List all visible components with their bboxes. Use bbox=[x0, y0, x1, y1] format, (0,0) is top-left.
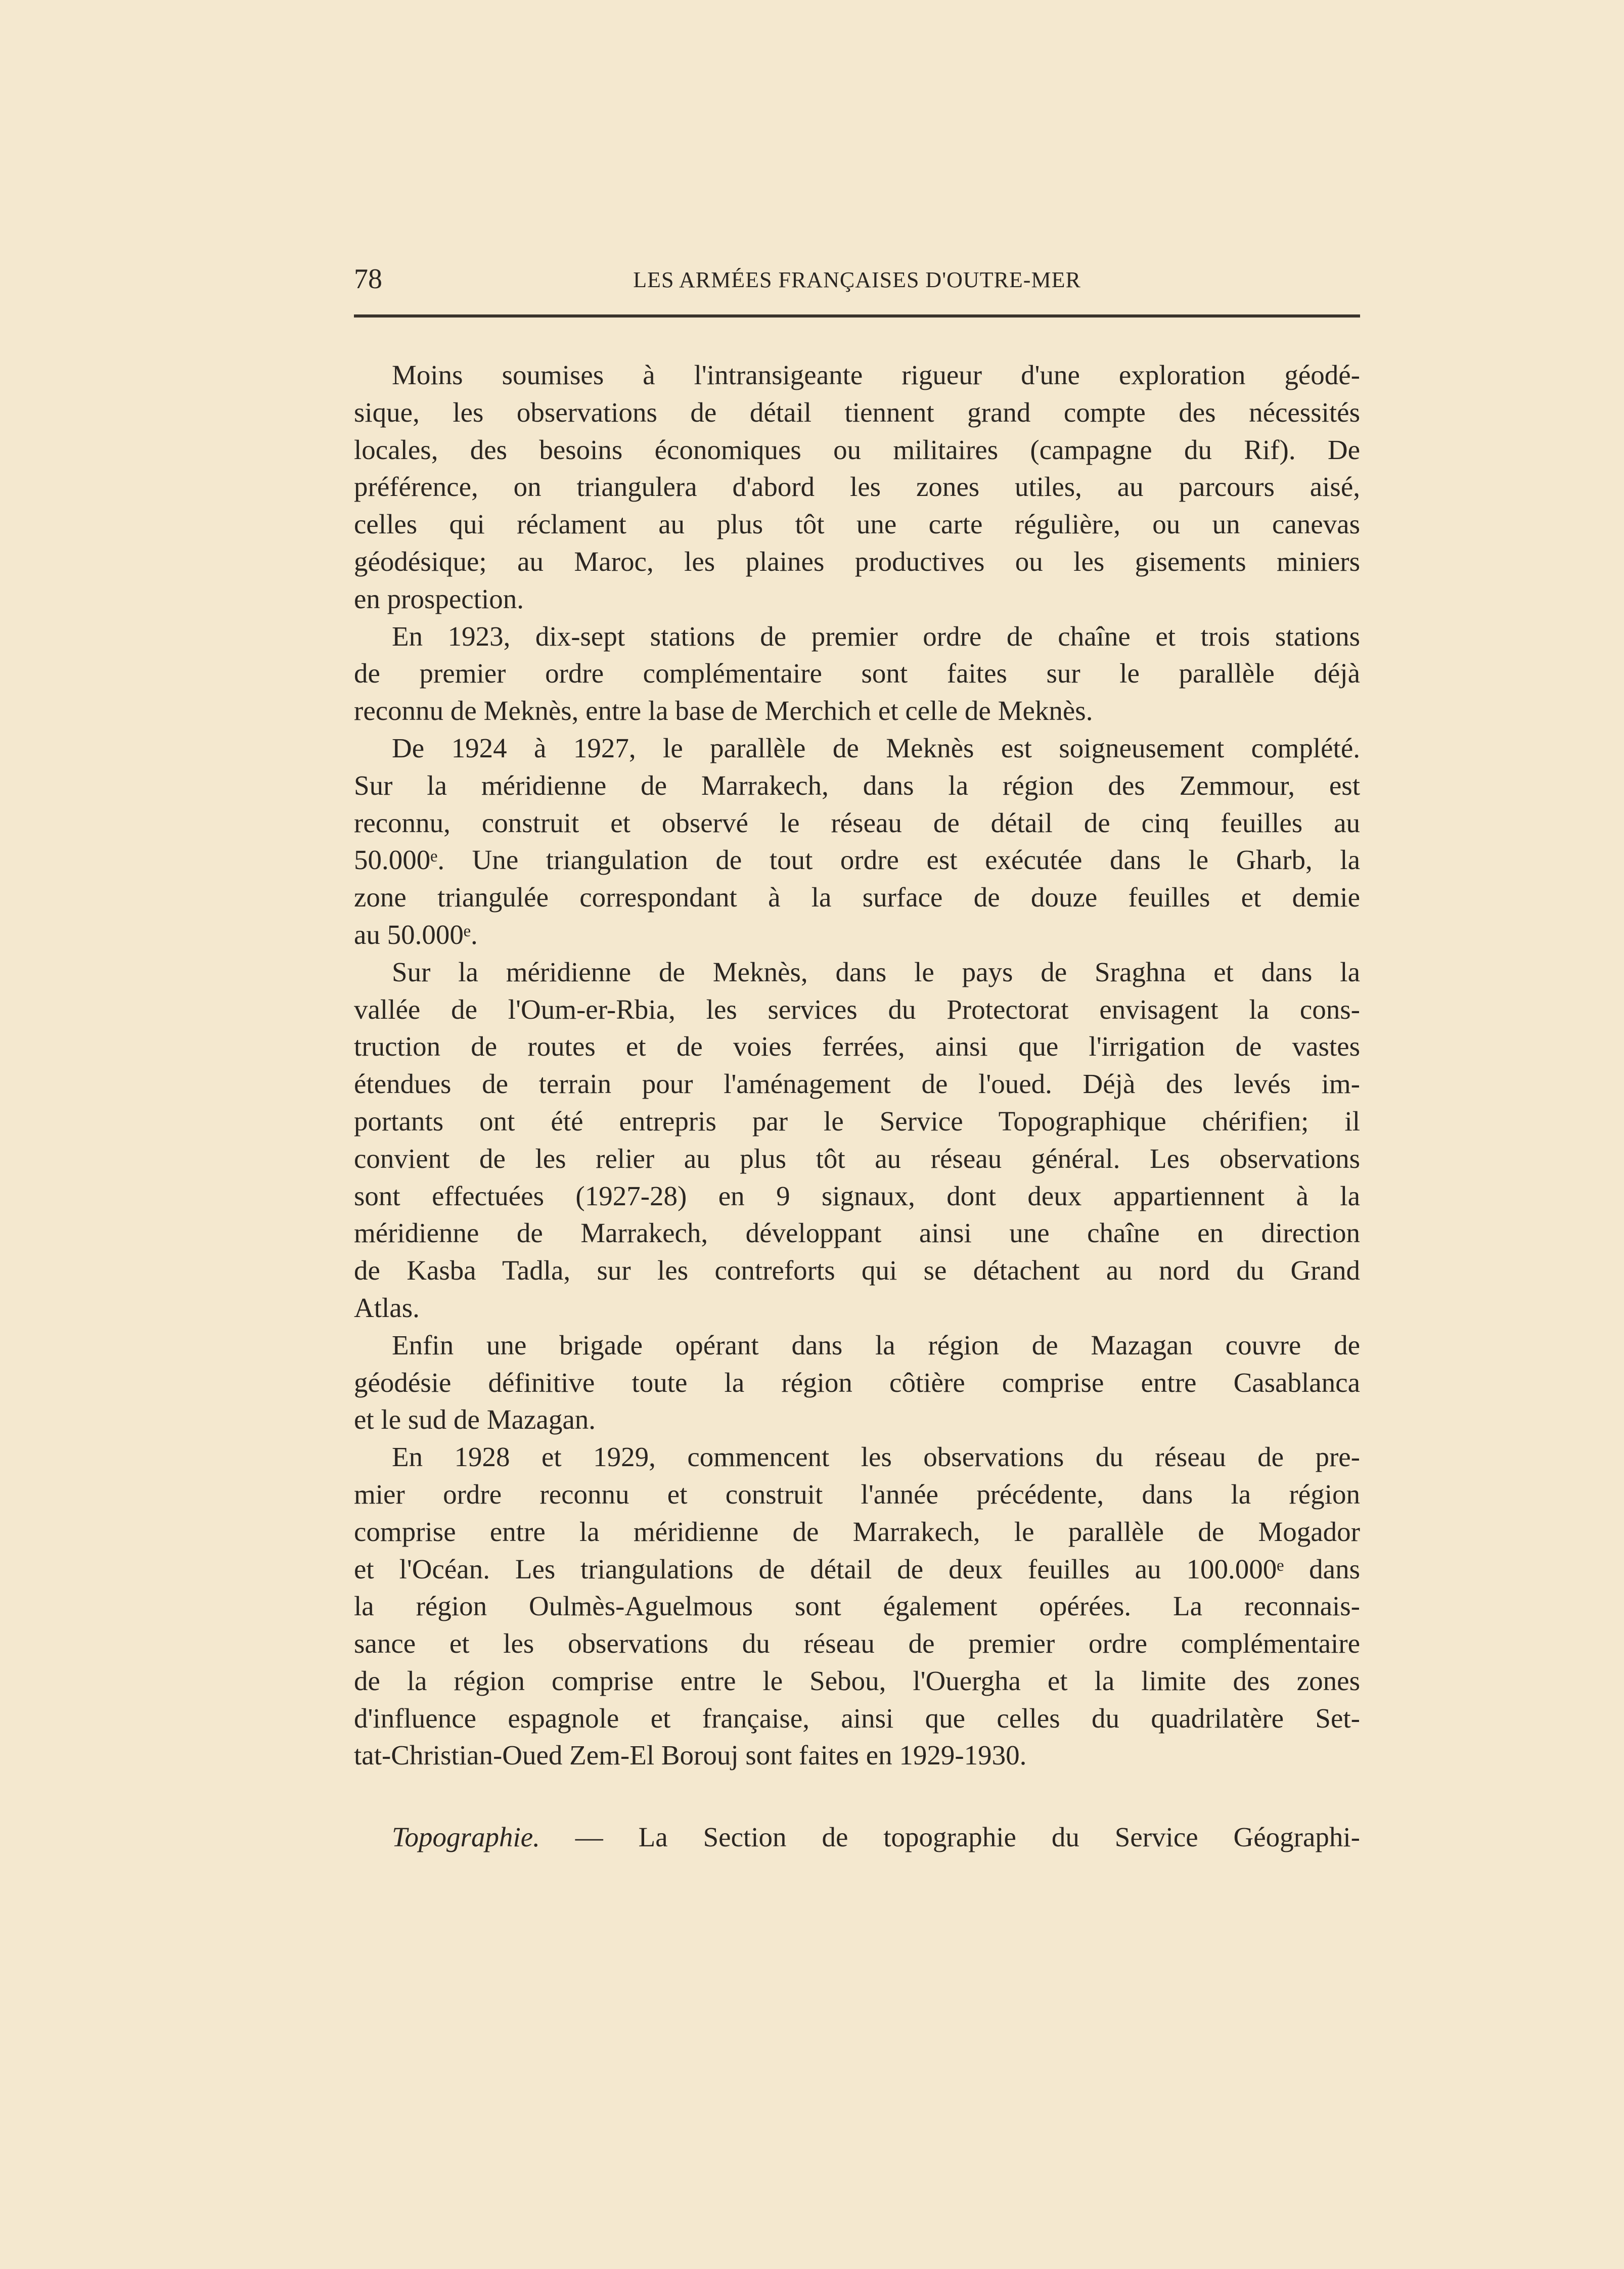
text-line: sont effectuées (1927-28) en 9 signaux, dont deux appartiennent à la bbox=[354, 1180, 1360, 1211]
text-line: la région Oulmès-Aguelmous sont également opérées. La reconnais- bbox=[354, 1591, 1360, 1622]
text-line: géodésie définitive toute la région côtière comprise entre Casablanca bbox=[354, 1367, 1360, 1398]
text-line: étendues de terrain pour l'aménagement de l'oued. Déjà des levés im- bbox=[354, 1068, 1360, 1100]
paragraph bbox=[354, 356, 1360, 618]
text-line: Sur la méridienne de Meknès, dans le pays de Sraghna et dans la bbox=[392, 956, 1360, 987]
text-line: méridienne de Marrakech, développant ainsi une chaîne en direction bbox=[354, 1217, 1360, 1249]
text-line: 50.000ᵉ. Une triangulation de tout ordre est exécutée dans le Gharb, la bbox=[354, 844, 1360, 876]
section-topographie-line bbox=[354, 1819, 1360, 1856]
header-rule bbox=[354, 314, 1360, 317]
text-line: portants ont été entrepris par le Service Topographique chérifien; il bbox=[354, 1105, 1360, 1137]
text-line: tat-Christian-Oued Zem-El Borouj sont faites en 1929-1930. bbox=[354, 1740, 1027, 1771]
text-line: vallée de l'Oum-er-Rbia, les services du Protectorat envisagent la cons- bbox=[354, 993, 1360, 1025]
paragraph bbox=[354, 730, 1360, 954]
text-line: truction de routes et de voies ferrées, ainsi que l'irrigation de vastes bbox=[354, 1031, 1360, 1062]
paragraph bbox=[354, 1438, 1360, 1774]
text-line: sance et les observations du réseau de premier ordre complémentaire bbox=[354, 1628, 1360, 1659]
body-text bbox=[354, 356, 1360, 1774]
text-line: Enfin une brigade opérant dans la région de Mazagan couvre de bbox=[392, 1329, 1360, 1360]
page-number: 78 bbox=[354, 263, 382, 295]
text-line: en prospection. bbox=[354, 583, 524, 614]
text-line: reconnu, construit et observé le réseau de détail de cinq feuilles au bbox=[354, 807, 1360, 838]
text-line: préférence, on triangulera d'abord les zones utiles, au parcours aisé, bbox=[354, 471, 1360, 503]
text-line: de Kasba Tadla, sur les contreforts qui se détachent au nord du Grand bbox=[354, 1255, 1360, 1286]
text-line: En 1923, dix-sept stations de premier ordre de chaîne et trois stations bbox=[392, 620, 1360, 652]
section-heading: Topographie. bbox=[392, 1822, 540, 1852]
text-line: d'influence espagnole et française, ainsi que celles du quadrilatère Set- bbox=[354, 1702, 1360, 1734]
paragraph bbox=[354, 954, 1360, 1327]
text-line: convient de les relier au plus tôt au réseau général. Les observations bbox=[354, 1143, 1360, 1174]
text-line: celles qui réclament au plus tôt une carte régulière, ou un canevas bbox=[354, 509, 1360, 540]
paragraph bbox=[354, 618, 1360, 730]
text-line: géodésique; au Maroc, les plaines productives ou les gisements miniers bbox=[354, 546, 1360, 577]
text-line: et l'Océan. Les triangulations de détail de deux feuilles au 100.000ᵉ dans bbox=[354, 1553, 1360, 1584]
text-line: reconnu de Meknès, entre la base de Merchich et celle de Meknès. bbox=[354, 695, 1093, 727]
text-line: sique, les observations de détail tiennent grand compte des nécessités bbox=[354, 396, 1360, 428]
text-line: comprise entre la méridienne de Marrakech, le parallèle de Mogador bbox=[354, 1516, 1360, 1547]
text-line: mier ordre reconnu et construit l'année précédente, dans la région bbox=[354, 1478, 1360, 1510]
text-line: et le sud de Mazagan. bbox=[354, 1404, 596, 1435]
paragraph bbox=[354, 1327, 1360, 1438]
running-title: LES ARMÉES FRANÇAISES D'OUTRE-MER bbox=[633, 267, 1081, 292]
text-line: Sur la méridienne de Marrakech, dans la région des Zemmour, est bbox=[354, 769, 1360, 801]
text-line: de premier ordre complémentaire sont faites sur le parallèle déjà bbox=[354, 658, 1360, 689]
text-line: au 50.000ᵉ. bbox=[354, 919, 478, 950]
text-line: de la région comprise entre le Sebou, l'Ouergha et la limite des zones bbox=[354, 1665, 1360, 1696]
text-line: locales, des besoins économiques ou militaires (campagne du Rif). De bbox=[354, 434, 1360, 465]
text-line: Moins soumises à l'intransigeante rigueur d'une exploration géodé- bbox=[392, 359, 1360, 390]
text-line: De 1924 à 1927, le parallèle de Meknès est soigneusement complété. bbox=[392, 732, 1360, 763]
section-text: — La Section de topographie du Service Géographi- bbox=[539, 1822, 1360, 1852]
text-line: Atlas. bbox=[354, 1292, 420, 1323]
text-line: zone triangulée correspondant à la surface de douze feuilles et demie bbox=[354, 882, 1360, 913]
text-line: En 1928 et 1929, commencent les observations du réseau de pre- bbox=[392, 1441, 1360, 1473]
